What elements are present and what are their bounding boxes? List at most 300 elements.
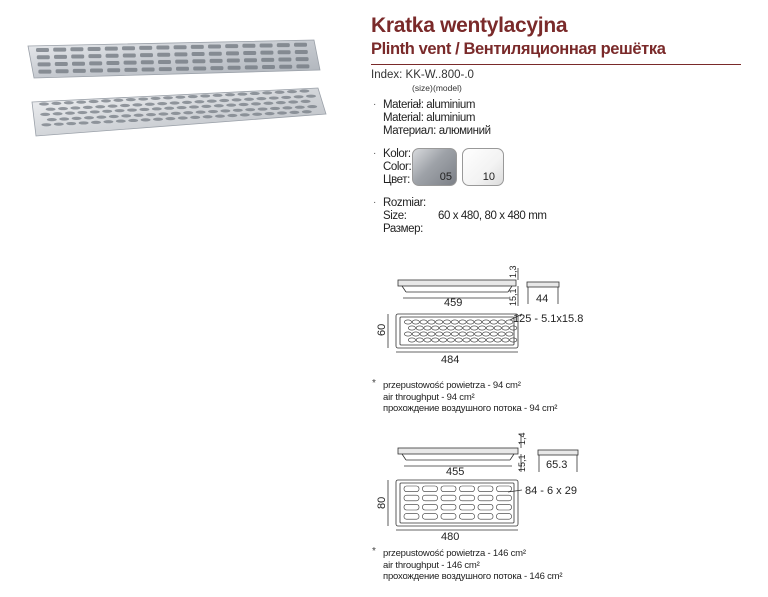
hole <box>490 332 497 336</box>
hole <box>502 338 509 342</box>
airflow-pl: przepustowość powietrza - 146 cm² <box>383 548 526 559</box>
dim-65-3: 65.3 <box>546 459 568 471</box>
slot <box>101 99 111 102</box>
slot <box>175 60 188 64</box>
dim-80: 80 <box>376 496 388 509</box>
slot <box>164 107 174 110</box>
slot <box>294 43 307 47</box>
hole <box>467 332 474 336</box>
slot <box>108 105 118 108</box>
slot <box>183 111 193 114</box>
slot <box>245 65 258 69</box>
slot <box>497 514 512 520</box>
size-label-ru: Размер: <box>383 223 423 235</box>
index-size-note: (size) <box>412 83 433 93</box>
hole <box>475 320 482 324</box>
profile-line <box>510 454 514 460</box>
color-label-ru: Цвет: <box>383 174 410 186</box>
slot <box>157 53 170 57</box>
slot <box>200 94 210 97</box>
slot <box>189 105 199 108</box>
slot <box>226 104 236 107</box>
slot <box>404 486 419 492</box>
slot <box>54 55 67 59</box>
dim-1-3: 1,3 <box>508 265 518 278</box>
hole <box>404 332 411 336</box>
airflow-en: air throughput - 94 cm² <box>383 391 475 403</box>
airflow-note-60 <box>383 380 557 415</box>
slot <box>260 43 273 47</box>
hole <box>471 338 478 342</box>
slot <box>214 104 224 107</box>
slot <box>124 68 137 72</box>
slot <box>497 486 512 492</box>
slot <box>141 60 154 64</box>
slot <box>294 95 304 98</box>
hole <box>510 326 517 330</box>
slot <box>239 103 249 106</box>
airflow-en: air throughput - 146 cm² <box>383 559 480 571</box>
material-ru: Материал: алюминий <box>383 125 491 137</box>
dim-455: 455 <box>446 466 465 478</box>
hole <box>424 338 431 342</box>
slot <box>299 89 309 92</box>
airflow-note-80 <box>383 548 562 583</box>
hole <box>498 320 505 324</box>
slot <box>120 104 130 107</box>
slot <box>213 94 223 97</box>
bullet-icon: · <box>373 197 377 208</box>
slot <box>423 514 438 520</box>
slot <box>46 108 56 111</box>
hole <box>424 326 431 330</box>
color-label-en: Color: <box>383 161 412 173</box>
slot <box>176 67 189 71</box>
slot <box>175 96 185 99</box>
hole-pattern-60 <box>404 320 517 342</box>
slot <box>79 121 89 124</box>
slot <box>243 51 256 55</box>
slot <box>37 55 50 59</box>
page-subtitle: Plinth vent / Вентиляционная решётка <box>371 40 666 58</box>
slot <box>196 111 206 114</box>
slot <box>208 45 221 49</box>
slot <box>72 62 85 66</box>
hole <box>479 326 486 330</box>
slot <box>51 102 61 105</box>
slot <box>152 107 162 110</box>
hole <box>447 326 454 330</box>
dim-480: 480 <box>441 531 460 543</box>
slot <box>460 486 475 492</box>
color-labels <box>383 148 411 187</box>
slot <box>102 110 112 113</box>
slot <box>260 51 273 55</box>
slot <box>88 47 101 51</box>
bullet-icon: · <box>373 148 377 159</box>
slot <box>88 54 101 58</box>
slot <box>497 495 512 501</box>
airflow-pl: przepustowość powietrza - 94 cm² <box>383 380 521 391</box>
hole <box>482 320 489 324</box>
slot <box>170 101 180 104</box>
slot <box>132 103 142 106</box>
slot <box>220 109 230 112</box>
slot <box>279 65 292 69</box>
page-title: Kratka wentylacyjna <box>371 14 568 37</box>
holes-spec: 84 - 6 x 29 <box>525 485 577 497</box>
slot <box>141 118 151 121</box>
slot <box>262 65 275 69</box>
slot <box>84 116 94 119</box>
hole <box>506 332 513 336</box>
hole <box>436 320 443 324</box>
dim-1-4: 1,4 <box>517 432 527 445</box>
slot <box>158 112 168 115</box>
slot <box>210 66 223 70</box>
slot <box>64 101 74 104</box>
slot <box>215 115 225 118</box>
hole <box>440 326 447 330</box>
slot <box>423 504 438 510</box>
hole <box>506 320 513 324</box>
slot <box>219 99 229 102</box>
slot <box>210 59 223 63</box>
slot <box>76 101 86 104</box>
slot <box>156 46 169 50</box>
slot <box>269 96 279 99</box>
slot <box>165 117 175 120</box>
hole <box>436 332 443 336</box>
slot <box>95 105 105 108</box>
slot <box>209 52 222 56</box>
slot <box>441 514 456 520</box>
slot <box>207 100 217 103</box>
hole <box>498 332 505 336</box>
slot <box>460 514 475 520</box>
slot <box>244 58 257 62</box>
dim-15-1: 15,1 <box>517 454 527 472</box>
slot <box>289 111 299 114</box>
slot <box>77 111 87 114</box>
slot <box>113 99 123 102</box>
slot <box>282 106 292 109</box>
hole <box>428 332 435 336</box>
slot <box>138 97 148 100</box>
slot <box>228 66 241 70</box>
slot <box>73 69 86 73</box>
slot <box>302 110 312 113</box>
slot <box>478 504 493 510</box>
index-model-note: (model) <box>433 83 462 93</box>
slot <box>151 97 161 100</box>
slot <box>478 486 493 492</box>
slot <box>38 70 51 74</box>
slot <box>277 43 290 47</box>
hole <box>447 338 454 342</box>
slot <box>182 101 192 104</box>
hole <box>463 338 470 342</box>
slot <box>55 62 68 66</box>
slot <box>296 57 309 61</box>
slot <box>126 98 136 101</box>
product-photo <box>22 30 332 150</box>
hole <box>471 326 478 330</box>
slot <box>121 114 131 117</box>
slot <box>227 114 237 117</box>
slot <box>441 495 456 501</box>
profile-line <box>402 286 406 292</box>
slot <box>288 100 298 103</box>
dim-44: 44 <box>536 293 549 305</box>
slot <box>153 118 163 121</box>
material-spec <box>383 99 491 138</box>
profile-top <box>398 280 516 286</box>
color-swatch-05 <box>412 148 457 186</box>
hole <box>443 332 450 336</box>
slot <box>460 495 475 501</box>
slot <box>158 60 171 64</box>
slot <box>127 108 137 111</box>
slot <box>53 48 66 52</box>
slot <box>256 97 266 100</box>
hole <box>451 332 458 336</box>
slot <box>295 106 305 109</box>
slot <box>146 113 156 116</box>
slot <box>38 62 51 66</box>
slot <box>252 113 262 116</box>
slot <box>105 47 118 51</box>
hole <box>428 320 435 324</box>
slot <box>278 50 291 54</box>
slot <box>245 108 255 111</box>
hole <box>404 320 411 324</box>
slot <box>225 93 235 96</box>
profile-line <box>402 454 406 460</box>
slot <box>56 69 69 73</box>
bullet-icon: · <box>373 99 377 110</box>
slot <box>89 100 99 103</box>
slot <box>306 95 316 98</box>
hole <box>408 338 415 342</box>
slot <box>441 486 456 492</box>
slot <box>478 514 493 520</box>
hole <box>494 326 501 330</box>
hole <box>463 326 470 330</box>
hole <box>451 320 458 324</box>
slot <box>225 44 238 48</box>
hole <box>459 332 466 336</box>
size-labels <box>383 197 426 236</box>
slot <box>123 53 136 57</box>
slot <box>441 504 456 510</box>
slot <box>460 504 475 510</box>
slot <box>190 116 200 119</box>
slot <box>194 100 204 103</box>
airflow-ru: прохождение воздушного потока - 146 cm² <box>383 571 563 582</box>
slot <box>128 119 138 122</box>
size-label-pl: Rozmiar: <box>383 197 426 209</box>
hole <box>459 320 466 324</box>
slot <box>134 114 144 117</box>
slot <box>90 69 103 73</box>
hole <box>475 332 482 336</box>
slot <box>226 51 239 55</box>
slot <box>71 55 84 59</box>
holes-spec: 125 - 5.1x15.8 <box>513 313 584 325</box>
slot <box>201 105 211 108</box>
slot <box>193 66 206 70</box>
hole <box>420 332 427 336</box>
slot <box>265 112 275 115</box>
slot <box>478 495 493 501</box>
slot <box>423 486 438 492</box>
slot <box>258 107 268 110</box>
hole <box>443 320 450 324</box>
slot <box>171 112 181 115</box>
slot <box>159 67 172 71</box>
index-code: Index: KK-W..800-.0 <box>371 69 474 81</box>
size-label-en: Size: <box>383 210 407 222</box>
slot <box>287 90 297 93</box>
slot <box>192 52 205 56</box>
front-inner <box>400 483 514 523</box>
slot <box>116 119 126 122</box>
slot <box>70 47 83 51</box>
hole <box>440 338 447 342</box>
slot <box>53 112 63 115</box>
hole <box>502 326 509 330</box>
note-star: * <box>372 546 376 557</box>
slot <box>70 106 80 109</box>
size-value: 60 x 480, 80 x 480 mm <box>438 210 547 222</box>
material-en: Material: aluminium <box>383 112 476 124</box>
slot <box>139 108 149 111</box>
slot <box>124 61 137 65</box>
slot <box>277 111 287 114</box>
slot <box>240 113 250 116</box>
dim-15-1: 15,1 <box>508 288 518 306</box>
hole <box>455 338 462 342</box>
slot <box>404 495 419 501</box>
slot <box>47 118 57 121</box>
slot <box>251 102 261 105</box>
slot <box>237 92 247 95</box>
slot <box>244 98 254 101</box>
slot <box>54 123 64 126</box>
slot <box>40 113 50 116</box>
slot <box>242 44 255 48</box>
hole-pattern-80 <box>404 486 512 519</box>
hole <box>408 326 415 330</box>
swatch-code: 05 <box>439 171 452 183</box>
slot <box>103 120 113 123</box>
slot <box>140 53 153 57</box>
hole <box>467 320 474 324</box>
technical-drawing-60 <box>370 262 630 385</box>
slot <box>59 117 69 120</box>
slot <box>301 100 311 103</box>
slot <box>142 68 155 72</box>
slot <box>307 105 317 108</box>
dim-459: 459 <box>444 297 463 309</box>
slot <box>262 91 272 94</box>
slot <box>145 103 155 106</box>
slot <box>281 96 291 99</box>
depth-box <box>527 282 559 287</box>
hole <box>479 338 486 342</box>
slot <box>83 106 93 109</box>
slot <box>188 95 198 98</box>
slot <box>163 96 173 99</box>
profile-top <box>398 448 518 454</box>
slot <box>497 504 512 510</box>
slot <box>208 110 218 113</box>
slot <box>270 107 280 110</box>
hole <box>455 326 462 330</box>
hole <box>486 326 493 330</box>
slot <box>250 92 260 95</box>
slot <box>106 54 119 58</box>
slot <box>157 102 167 105</box>
slot <box>178 116 188 119</box>
hole <box>432 338 439 342</box>
hole <box>490 320 497 324</box>
slot <box>276 101 286 104</box>
slot <box>295 50 308 54</box>
slot <box>65 112 75 115</box>
slot <box>404 504 419 510</box>
slot <box>278 58 291 62</box>
slot <box>107 68 120 72</box>
slot <box>106 61 119 65</box>
slot <box>66 122 76 125</box>
slot <box>203 115 213 118</box>
hole <box>482 332 489 336</box>
slot <box>192 59 205 63</box>
color-label-pl: Kolor: <box>383 148 411 160</box>
note-star: * <box>372 378 376 389</box>
slot <box>72 117 82 120</box>
hole <box>510 338 517 342</box>
swatch-code: 10 <box>482 171 495 183</box>
slot <box>232 98 242 101</box>
slot <box>233 109 243 112</box>
technical-drawing-80 <box>370 428 630 553</box>
slot <box>36 48 49 52</box>
slot <box>39 102 49 105</box>
airflow-ru: прохождение воздушного потока - 94 cm² <box>383 403 558 414</box>
hole <box>494 338 501 342</box>
material-pl: Materiał: aluminium <box>383 99 476 111</box>
slot <box>261 58 274 62</box>
title-divider <box>371 64 741 65</box>
slot <box>41 123 51 126</box>
slot <box>91 121 101 124</box>
slot <box>89 61 102 65</box>
slot <box>423 495 438 501</box>
slot <box>296 64 309 68</box>
hole <box>420 320 427 324</box>
slot <box>58 107 68 110</box>
hole <box>412 332 419 336</box>
color-swatch-10 <box>462 148 504 186</box>
slot <box>191 45 204 49</box>
dim-60: 60 <box>376 323 388 336</box>
slot <box>177 106 187 109</box>
slot <box>139 46 152 50</box>
slot <box>263 102 273 105</box>
